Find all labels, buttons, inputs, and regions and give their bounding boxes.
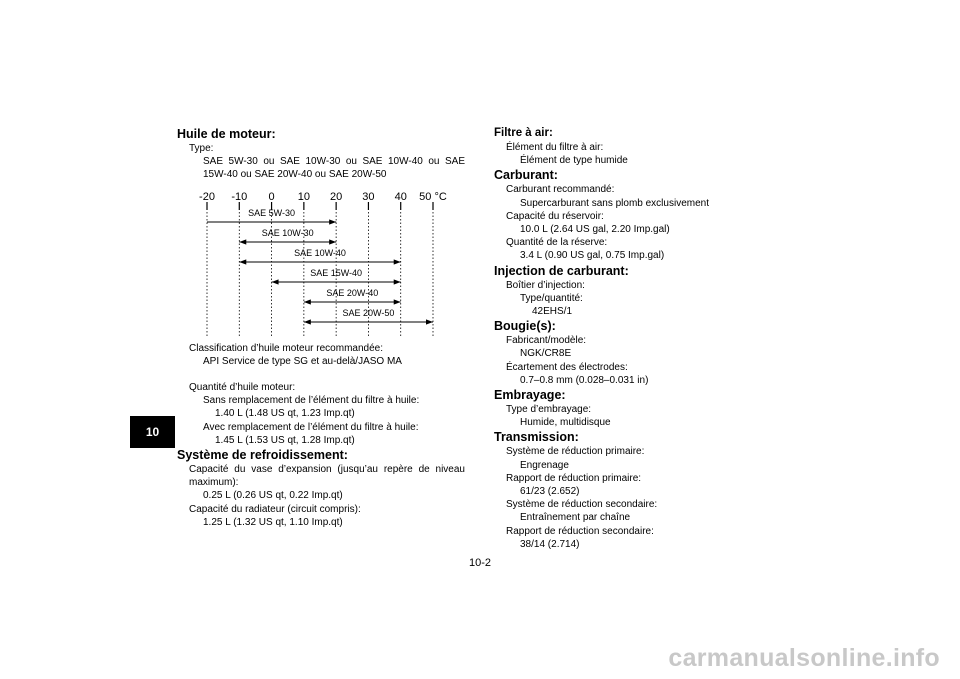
temperature-tick-label: -20 <box>199 190 215 203</box>
temperature-tick-label: 0 <box>268 190 275 203</box>
tank-capacity-value: 10.0 L (2.64 US gal, 2.20 Imp.gal) <box>520 224 670 236</box>
clutch-heading: Embrayage: <box>494 388 566 403</box>
viscosity-series-label: SAE 10W-40 <box>294 247 346 258</box>
viscosity-series-label: SAE 15W-40 <box>310 267 363 278</box>
fuel-heading: Carburant: <box>494 168 558 183</box>
temperature-tick-label: 40 <box>394 190 407 203</box>
reservoir-value: 0.25 L (0.26 US qt, 0.22 Imp.qt) <box>203 490 343 502</box>
primary-system-label: Système de réduction primaire: <box>506 446 645 458</box>
range-arrow-left <box>239 239 246 244</box>
radiator-value: 1.25 L (1.32 US qt, 1.10 Imp.qt) <box>203 516 343 528</box>
range-arrow-right <box>329 219 336 224</box>
secondary-system-value: Entraînement par chaîne <box>520 512 631 524</box>
injection-heading: Injection de carburant: <box>494 263 629 278</box>
primary-ratio-label: Rapport de réduction primaire: <box>506 472 642 484</box>
temperature-tick-label: 10 <box>297 190 310 203</box>
chapter-tab: 10 <box>130 416 175 448</box>
without-filter-label: Sans remplacement de l’élément du filtre à huile: <box>203 395 420 407</box>
spark-heading: Bougie(s): <box>494 319 556 334</box>
range-arrow-left <box>239 259 246 264</box>
type-id-value: 42EHS/1 <box>532 306 573 318</box>
reservoir-label: Capacité du vase d’expansion (jusqu’au repère de niveau maximum): <box>189 464 465 489</box>
primary-system-value: Engrenage <box>520 459 569 471</box>
type-id-label: Type/quantité: <box>520 292 583 304</box>
secondary-ratio-label: Rapport de réduction secondaire: <box>506 525 654 537</box>
quantity-label: Quantité d’huile moteur: <box>189 382 296 394</box>
air-filter-element-value: Élément de type humide <box>520 155 628 167</box>
fuel-recommended-label: Carburant recommandé: <box>506 184 615 196</box>
secondary-ratio-value: 38/14 (2.714) <box>520 538 580 550</box>
range-arrow-left <box>304 319 311 324</box>
range-arrow-right <box>394 259 401 264</box>
range-arrow-left <box>304 299 311 304</box>
classification-value: API Service de type SG et au-delà/JASO MA <box>203 355 402 367</box>
range-arrow-right <box>426 319 433 324</box>
oil-heading: Huile de moteur: <box>177 127 276 141</box>
with-filter-label: Avec remplacement de l’élément du filtre à huile: <box>203 421 419 433</box>
temperature-tick-label: 20 <box>330 190 343 203</box>
primary-ratio-value: 61/23 (2.652) <box>520 486 580 498</box>
tank-capacity-label: Capacité du réservoir: <box>506 210 604 222</box>
classification-label: Classification d’huile moteur recommandée: <box>189 342 383 354</box>
watermark: carmanualsonline.info <box>668 644 940 672</box>
fuel-recommended-value: Supercarburant sans plomb exclusivement <box>520 197 709 209</box>
viscosity-series-label: SAE 10W-30 <box>261 227 314 238</box>
oil-viscosity-chart-svg <box>177 186 465 342</box>
viscosity-series-label: SAE 5W-30 <box>248 207 296 218</box>
cooling-heading: Système de refroidissement: <box>177 448 348 463</box>
range-arrow-left <box>272 279 279 284</box>
viscosity-series-label: SAE 20W-40 <box>326 287 379 298</box>
spark-gap-label: Écartement des électrodes: <box>506 361 628 373</box>
without-filter-value: 1.40 L (1.48 US qt, 1.23 Imp.qt) <box>215 408 355 420</box>
viscosity-series-label: SAE 20W-50 <box>342 307 395 318</box>
temperature-tick-label: -10 <box>231 190 248 203</box>
spark-gap-value: 0.7–0.8 mm (0.028–0.031 in) <box>520 374 649 386</box>
left-column <box>177 126 465 529</box>
with-filter-value: 1.45 L (1.53 US qt, 1.28 Imp.qt) <box>215 434 355 446</box>
range-arrow-right <box>329 239 336 244</box>
type-label: Type: <box>189 143 214 154</box>
range-arrow-right <box>394 279 401 284</box>
reserve-value: 3.4 L (0.90 US gal, 0.75 Imp.gal) <box>520 250 665 262</box>
range-arrow-right <box>394 299 401 304</box>
air-filter-heading: Filtre à air: <box>494 127 553 139</box>
right-column <box>494 126 794 551</box>
clutch-type-value: Humide, multidisque <box>520 417 611 429</box>
spark-maker-value: NGK/CR8E <box>520 348 572 360</box>
throttle-body-label: Boîtier d’injection: <box>506 279 585 291</box>
clutch-type-label: Type d’embrayage: <box>506 404 592 416</box>
temperature-tick-label: 50 °C <box>419 190 447 203</box>
transmission-heading: Transmission: <box>494 430 579 445</box>
oil-viscosity-chart <box>177 186 465 342</box>
radiator-label: Capacité du radiateur (circuit compris): <box>189 503 361 515</box>
page-number: 10-2 <box>468 557 492 569</box>
type-value: SAE 5W-30 ou SAE 10W-30 ou SAE 10W-40 ou SAE 15W-40 ou SAE 20W-40 ou SAE 20W-50 <box>203 156 465 181</box>
reserve-label: Quantité de la réserve: <box>506 237 608 249</box>
spark-maker-label: Fabricant/modèle: <box>506 335 587 347</box>
secondary-system-label: Système de réduction secondaire: <box>506 499 658 511</box>
air-filter-element-label: Élément du filtre à air: <box>506 142 604 153</box>
temperature-tick-label: 30 <box>362 190 375 203</box>
